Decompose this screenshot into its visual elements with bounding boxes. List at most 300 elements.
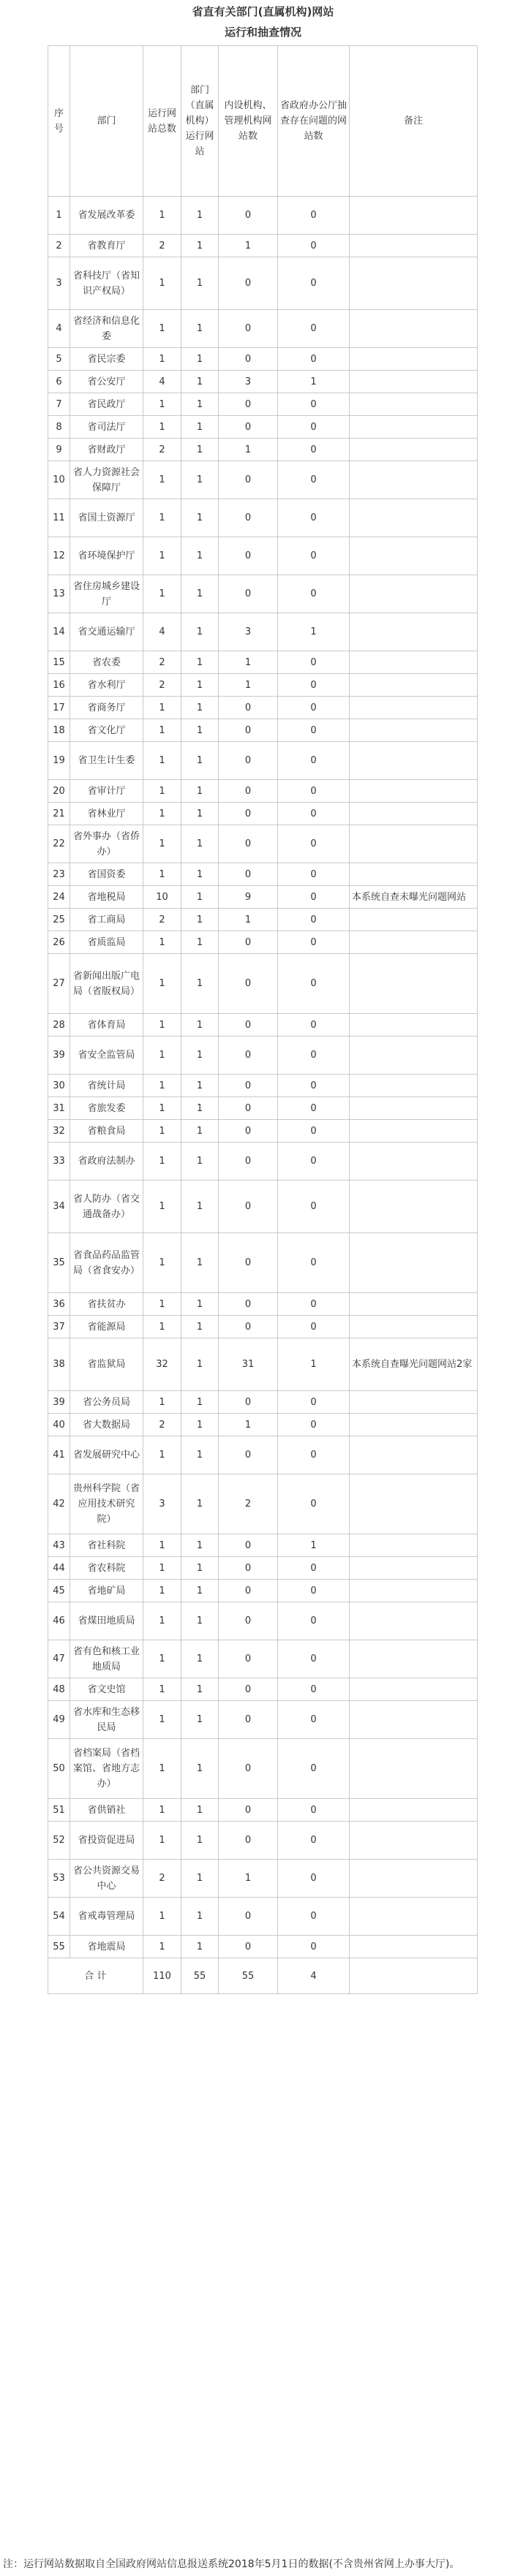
- cell-index: 46: [48, 1602, 70, 1640]
- total-problem-sites: 4: [278, 1958, 350, 1994]
- cell-problem-sites: 0: [278, 1474, 350, 1534]
- cell-index: 47: [48, 1640, 70, 1678]
- cell-problem-sites: 0: [278, 1075, 350, 1097]
- cell-dept-sites: 1: [181, 1822, 219, 1860]
- cell-dept-sites: 1: [181, 863, 219, 886]
- cell-department: 省新闻出版广电局（省版权局）: [70, 954, 143, 1014]
- cell-department: 省科技厅（省知识产权局）: [70, 257, 143, 310]
- cell-dept-sites: 1: [181, 1898, 219, 1936]
- cell-remark: [350, 1898, 478, 1936]
- cell-internal-sites: 0: [219, 1293, 278, 1316]
- total-total-sites: 110: [143, 1958, 181, 1994]
- document-title: 省直有关部门(直属机构)网站: [192, 5, 334, 18]
- table-row: [48, 1143, 478, 1181]
- cell-index: 19: [48, 742, 70, 780]
- table-row: [48, 1338, 478, 1391]
- cell-department: 省公务员局: [70, 1391, 143, 1414]
- cell-total-sites: 1: [143, 954, 181, 1014]
- cell-internal-sites: 0: [219, 1391, 278, 1414]
- cell-index: 6: [48, 371, 70, 393]
- cell-department: 省经济和信息化委: [70, 310, 143, 348]
- cell-index: 34: [48, 1181, 70, 1233]
- table-row: [48, 197, 478, 235]
- cell-department: 省农委: [70, 651, 143, 674]
- cell-dept-sites: 1: [181, 1860, 219, 1898]
- table-row: [48, 416, 478, 439]
- cell-department: 省林业厅: [70, 803, 143, 825]
- cell-department: 省供销社: [70, 1799, 143, 1822]
- cell-remark: [350, 310, 478, 348]
- cell-dept-sites: 1: [181, 1233, 219, 1293]
- cell-remark: [350, 1557, 478, 1580]
- cell-dept-sites: 1: [181, 909, 219, 931]
- cell-dept-sites: 1: [181, 1143, 219, 1181]
- cell-total-sites: 1: [143, 1143, 181, 1181]
- cell-index: 53: [48, 1860, 70, 1898]
- cell-index: 1: [48, 197, 70, 235]
- cell-index: 52: [48, 1822, 70, 1860]
- cell-problem-sites: 1: [278, 371, 350, 393]
- table-row: [48, 1233, 478, 1293]
- cell-internal-sites: 0: [219, 499, 278, 537]
- cell-problem-sites: 0: [278, 1640, 350, 1678]
- cell-problem-sites: 0: [278, 1120, 350, 1143]
- table-row: [48, 537, 478, 575]
- cell-index: 22: [48, 825, 70, 863]
- cell-department: 省商务厅: [70, 697, 143, 719]
- cell-total-sites: 1: [143, 825, 181, 863]
- cell-dept-sites: 1: [181, 235, 219, 257]
- cell-remark: [350, 863, 478, 886]
- cell-total-sites: 1: [143, 1181, 181, 1233]
- cell-dept-sites: 1: [181, 1391, 219, 1414]
- cell-total-sites: 1: [143, 1120, 181, 1143]
- cell-dept-sites: 1: [181, 1640, 219, 1678]
- cell-index: 25: [48, 909, 70, 931]
- table-row: [48, 348, 478, 371]
- cell-problem-sites: 0: [278, 1580, 350, 1602]
- cell-department: 省国土资源厅: [70, 499, 143, 537]
- cell-total-sites: 1: [143, 1640, 181, 1678]
- total-dept-sites: 55: [181, 1958, 219, 1994]
- cell-internal-sites: 0: [219, 1580, 278, 1602]
- cell-index: 50: [48, 1739, 70, 1799]
- cell-internal-sites: 0: [219, 1701, 278, 1739]
- cell-index: 20: [48, 780, 70, 803]
- cell-dept-sites: 1: [181, 310, 219, 348]
- cell-remark: [350, 803, 478, 825]
- cell-remark: [350, 1414, 478, 1436]
- cell-total-sites: 1: [143, 310, 181, 348]
- header-dept-sites: 部门（直属机构）运行网站: [181, 46, 219, 197]
- cell-index: 39: [48, 1037, 70, 1075]
- cell-dept-sites: 1: [181, 416, 219, 439]
- cell-remark: [350, 719, 478, 742]
- cell-problem-sites: 0: [278, 461, 350, 499]
- cell-total-sites: 1: [143, 931, 181, 954]
- cell-total-sites: 2: [143, 235, 181, 257]
- table-row: [48, 1414, 478, 1436]
- table-row: [48, 931, 478, 954]
- cell-internal-sites: 3: [219, 371, 278, 393]
- cell-internal-sites: 0: [219, 1181, 278, 1233]
- cell-total-sites: 4: [143, 371, 181, 393]
- cell-department: 省粮食局: [70, 1120, 143, 1143]
- cell-total-sites: 2: [143, 674, 181, 697]
- cell-dept-sites: 1: [181, 1014, 219, 1037]
- cell-remark: [350, 439, 478, 461]
- cell-total-sites: 1: [143, 1936, 181, 1958]
- cell-remark: [350, 461, 478, 499]
- cell-problem-sites: 0: [278, 954, 350, 1014]
- table-row: [48, 393, 478, 416]
- cell-dept-sites: 1: [181, 1316, 219, 1338]
- cell-department: 省人力资源社会保障厅: [70, 461, 143, 499]
- total-label: 合 计: [48, 1958, 143, 1994]
- cell-total-sites: 32: [143, 1338, 181, 1391]
- cell-remark: [350, 697, 478, 719]
- cell-total-sites: 1: [143, 1097, 181, 1120]
- cell-remark: [350, 1075, 478, 1097]
- cell-index: 4: [48, 310, 70, 348]
- cell-dept-sites: 1: [181, 393, 219, 416]
- websites-table: [48, 45, 478, 1994]
- cell-remark: [350, 909, 478, 931]
- cell-dept-sites: 1: [181, 1075, 219, 1097]
- cell-department: 省教育厅: [70, 235, 143, 257]
- cell-department: 省扶贫办: [70, 1293, 143, 1316]
- cell-problem-sites: 0: [278, 393, 350, 416]
- cell-index: 15: [48, 651, 70, 674]
- cell-total-sites: 1: [143, 1436, 181, 1474]
- header-remark: 备注: [350, 46, 478, 197]
- cell-remark: [350, 1534, 478, 1557]
- total-row: [48, 1958, 478, 1994]
- cell-index: 26: [48, 931, 70, 954]
- cell-problem-sites: 0: [278, 1799, 350, 1822]
- cell-department: 省水库和生态移民局: [70, 1701, 143, 1739]
- cell-index: 40: [48, 1414, 70, 1436]
- cell-remark: [350, 742, 478, 780]
- cell-remark: [350, 1391, 478, 1414]
- footnote: 注：运行网站数据取自全国政府网站信息报送系统2018年5月1日的数据(不含贵州省网上办事大厅)。: [3, 2558, 460, 2570]
- cell-dept-sites: 1: [181, 1557, 219, 1580]
- cell-remark: [350, 1678, 478, 1701]
- cell-problem-sites: 0: [278, 1143, 350, 1181]
- cell-internal-sites: 0: [219, 742, 278, 780]
- cell-remark: [350, 1293, 478, 1316]
- table-row: [48, 1075, 478, 1097]
- table-row: [48, 1316, 478, 1338]
- cell-index: 13: [48, 575, 70, 613]
- cell-internal-sites: 0: [219, 1097, 278, 1120]
- cell-dept-sites: 1: [181, 1701, 219, 1739]
- cell-internal-sites: 1: [219, 909, 278, 931]
- cell-index: 16: [48, 674, 70, 697]
- table-row: [48, 803, 478, 825]
- cell-problem-sites: 0: [278, 348, 350, 371]
- table-row: [48, 742, 478, 780]
- table-row: [48, 1580, 478, 1602]
- cell-problem-sites: 0: [278, 719, 350, 742]
- cell-dept-sites: 1: [181, 931, 219, 954]
- cell-dept-sites: 1: [181, 825, 219, 863]
- table-body: [48, 197, 478, 1958]
- cell-department: 省监狱局: [70, 1338, 143, 1391]
- cell-index: 23: [48, 863, 70, 886]
- cell-problem-sites: 0: [278, 1293, 350, 1316]
- cell-internal-sites: 0: [219, 863, 278, 886]
- cell-problem-sites: 0: [278, 1860, 350, 1898]
- table-row: [48, 310, 478, 348]
- cell-department: 省外事办（省侨办）: [70, 825, 143, 863]
- cell-department: 省档案局（省档案馆、省地方志办）: [70, 1739, 143, 1799]
- cell-dept-sites: 1: [181, 1120, 219, 1143]
- cell-remark: [350, 825, 478, 863]
- header-total-sites: 运行网站总数: [143, 46, 181, 197]
- table-row: [48, 1474, 478, 1534]
- cell-dept-sites: 1: [181, 1037, 219, 1075]
- cell-total-sites: 1: [143, 197, 181, 235]
- cell-problem-sites: 1: [278, 1338, 350, 1391]
- header-problem-sites: 省政府办公厅抽查存在问题的网站数: [278, 46, 350, 197]
- cell-remark: [350, 1143, 478, 1181]
- cell-dept-sites: 1: [181, 1474, 219, 1534]
- cell-total-sites: 1: [143, 1037, 181, 1075]
- cell-problem-sites: 0: [278, 825, 350, 863]
- cell-total-sites: 1: [143, 393, 181, 416]
- cell-problem-sites: 0: [278, 416, 350, 439]
- cell-department: 省工商局: [70, 909, 143, 931]
- cell-dept-sites: 1: [181, 613, 219, 651]
- cell-total-sites: 1: [143, 461, 181, 499]
- cell-department: 省统计局: [70, 1075, 143, 1097]
- cell-total-sites: 1: [143, 537, 181, 575]
- cell-department: 贵州科学院（省应用技术研究院）: [70, 1474, 143, 1534]
- cell-dept-sites: 1: [181, 575, 219, 613]
- cell-internal-sites: 0: [219, 348, 278, 371]
- cell-index: 48: [48, 1678, 70, 1701]
- cell-index: 11: [48, 499, 70, 537]
- cell-remark: [350, 575, 478, 613]
- table-row: [48, 1739, 478, 1799]
- table-row: [48, 1014, 478, 1037]
- cell-dept-sites: 1: [181, 651, 219, 674]
- cell-dept-sites: 1: [181, 257, 219, 310]
- cell-problem-sites: 0: [278, 499, 350, 537]
- cell-remark: [350, 197, 478, 235]
- cell-internal-sites: 0: [219, 537, 278, 575]
- cell-remark: [350, 1701, 478, 1739]
- total-internal-sites: 55: [219, 1958, 278, 1994]
- table-row: [48, 1037, 478, 1075]
- cell-department: 省住房城乡建设厅: [70, 575, 143, 613]
- cell-index: 12: [48, 537, 70, 575]
- cell-department: 省财政厅: [70, 439, 143, 461]
- cell-problem-sites: 1: [278, 613, 350, 651]
- cell-internal-sites: 0: [219, 1799, 278, 1822]
- cell-remark: [350, 1799, 478, 1822]
- cell-dept-sites: 1: [181, 1580, 219, 1602]
- cell-total-sites: 1: [143, 1233, 181, 1293]
- cell-department: 省地矿局: [70, 1580, 143, 1602]
- cell-internal-sites: 0: [219, 1014, 278, 1037]
- cell-total-sites: 1: [143, 1534, 181, 1557]
- cell-remark: [350, 931, 478, 954]
- cell-department: 省大数据局: [70, 1414, 143, 1436]
- cell-internal-sites: 0: [219, 780, 278, 803]
- cell-remark: [350, 257, 478, 310]
- cell-internal-sites: 0: [219, 1143, 278, 1181]
- cell-total-sites: 1: [143, 1701, 181, 1739]
- table-row: [48, 1799, 478, 1822]
- cell-department: 省有色和核工业地质局: [70, 1640, 143, 1678]
- table-row: [48, 909, 478, 931]
- table-row: [48, 1822, 478, 1860]
- cell-total-sites: 1: [143, 1316, 181, 1338]
- cell-index: 49: [48, 1701, 70, 1739]
- cell-index: 51: [48, 1799, 70, 1822]
- cell-index: 9: [48, 439, 70, 461]
- cell-dept-sites: 1: [181, 780, 219, 803]
- cell-remark: [350, 499, 478, 537]
- cell-total-sites: 10: [143, 886, 181, 909]
- table-row: [48, 613, 478, 651]
- table-row: [48, 371, 478, 393]
- cell-index: 54: [48, 1898, 70, 1936]
- cell-remark: 本系统自查曝光问题网站2家: [350, 1338, 478, 1391]
- table-row: [48, 1701, 478, 1739]
- cell-internal-sites: 0: [219, 825, 278, 863]
- cell-remark: [350, 371, 478, 393]
- cell-index: 38: [48, 1338, 70, 1391]
- cell-remark: [350, 1580, 478, 1602]
- cell-problem-sites: 0: [278, 1678, 350, 1701]
- cell-internal-sites: 0: [219, 1602, 278, 1640]
- cell-remark: [350, 348, 478, 371]
- cell-total-sites: 1: [143, 1014, 181, 1037]
- cell-index: 31: [48, 1097, 70, 1120]
- cell-index: 42: [48, 1474, 70, 1534]
- cell-problem-sites: 0: [278, 197, 350, 235]
- cell-department: 省民政厅: [70, 393, 143, 416]
- table-row: [48, 651, 478, 674]
- cell-total-sites: 1: [143, 1075, 181, 1097]
- cell-problem-sites: 0: [278, 674, 350, 697]
- cell-index: 30: [48, 1075, 70, 1097]
- cell-internal-sites: 0: [219, 416, 278, 439]
- cell-department: 省司法厅: [70, 416, 143, 439]
- cell-index: 10: [48, 461, 70, 499]
- cell-total-sites: 1: [143, 863, 181, 886]
- table-row: [48, 1391, 478, 1414]
- table-row: [48, 780, 478, 803]
- cell-internal-sites: 0: [219, 1936, 278, 1958]
- cell-total-sites: 1: [143, 780, 181, 803]
- table-row: [48, 499, 478, 537]
- table-row: [48, 1640, 478, 1678]
- table-row: [48, 1860, 478, 1898]
- table-row: [48, 1120, 478, 1143]
- cell-dept-sites: 1: [181, 371, 219, 393]
- cell-internal-sites: 0: [219, 393, 278, 416]
- cell-internal-sites: 0: [219, 197, 278, 235]
- cell-total-sites: 1: [143, 575, 181, 613]
- cell-department: 省民宗委: [70, 348, 143, 371]
- cell-total-sites: 1: [143, 1822, 181, 1860]
- cell-department: 省公安厅: [70, 371, 143, 393]
- cell-internal-sites: 0: [219, 1822, 278, 1860]
- cell-department: 省地税局: [70, 886, 143, 909]
- table-row: [48, 257, 478, 310]
- cell-internal-sites: 0: [219, 719, 278, 742]
- cell-problem-sites: 0: [278, 1014, 350, 1037]
- cell-remark: [350, 780, 478, 803]
- total-remark: [350, 1958, 478, 1994]
- cell-department: 省环境保护厅: [70, 537, 143, 575]
- cell-remark: [350, 235, 478, 257]
- table-row: [48, 1534, 478, 1557]
- table-row: [48, 1602, 478, 1640]
- cell-remark: [350, 393, 478, 416]
- cell-problem-sites: 0: [278, 1701, 350, 1739]
- cell-internal-sites: 0: [219, 1316, 278, 1338]
- cell-dept-sites: 1: [181, 1739, 219, 1799]
- cell-internal-sites: 31: [219, 1338, 278, 1391]
- cell-total-sites: 1: [143, 1580, 181, 1602]
- cell-remark: [350, 954, 478, 1014]
- cell-dept-sites: 1: [181, 348, 219, 371]
- cell-dept-sites: 1: [181, 1936, 219, 1958]
- cell-department: 省体育局: [70, 1014, 143, 1037]
- cell-total-sites: 1: [143, 499, 181, 537]
- cell-internal-sites: 0: [219, 1678, 278, 1701]
- table-row: [48, 1181, 478, 1233]
- cell-remark: [350, 1120, 478, 1143]
- cell-dept-sites: 1: [181, 803, 219, 825]
- cell-internal-sites: 1: [219, 235, 278, 257]
- cell-index: 37: [48, 1316, 70, 1338]
- table-row: [48, 1936, 478, 1958]
- cell-problem-sites: 0: [278, 1391, 350, 1414]
- cell-remark: 本系统自查未曝光问题网站: [350, 886, 478, 909]
- cell-index: 27: [48, 954, 70, 1014]
- cell-index: 21: [48, 803, 70, 825]
- cell-remark: [350, 1936, 478, 1958]
- table-row: [48, 1678, 478, 1701]
- cell-department: 省戒毒管理局: [70, 1898, 143, 1936]
- cell-dept-sites: 1: [181, 1338, 219, 1391]
- cell-department: 省能源局: [70, 1316, 143, 1338]
- header-department: 部门: [70, 46, 143, 197]
- cell-total-sites: 2: [143, 1860, 181, 1898]
- cell-dept-sites: 1: [181, 954, 219, 1014]
- cell-internal-sites: 0: [219, 1120, 278, 1143]
- cell-index: 8: [48, 416, 70, 439]
- table-header-row: [48, 46, 478, 197]
- cell-remark: [350, 674, 478, 697]
- cell-problem-sites: 0: [278, 235, 350, 257]
- cell-problem-sites: 0: [278, 1739, 350, 1799]
- cell-internal-sites: 0: [219, 803, 278, 825]
- cell-dept-sites: 1: [181, 537, 219, 575]
- table-row: [48, 1097, 478, 1120]
- cell-internal-sites: 0: [219, 697, 278, 719]
- table-row: [48, 863, 478, 886]
- cell-problem-sites: 0: [278, 1602, 350, 1640]
- cell-index: 55: [48, 1936, 70, 1958]
- cell-dept-sites: 1: [181, 1181, 219, 1233]
